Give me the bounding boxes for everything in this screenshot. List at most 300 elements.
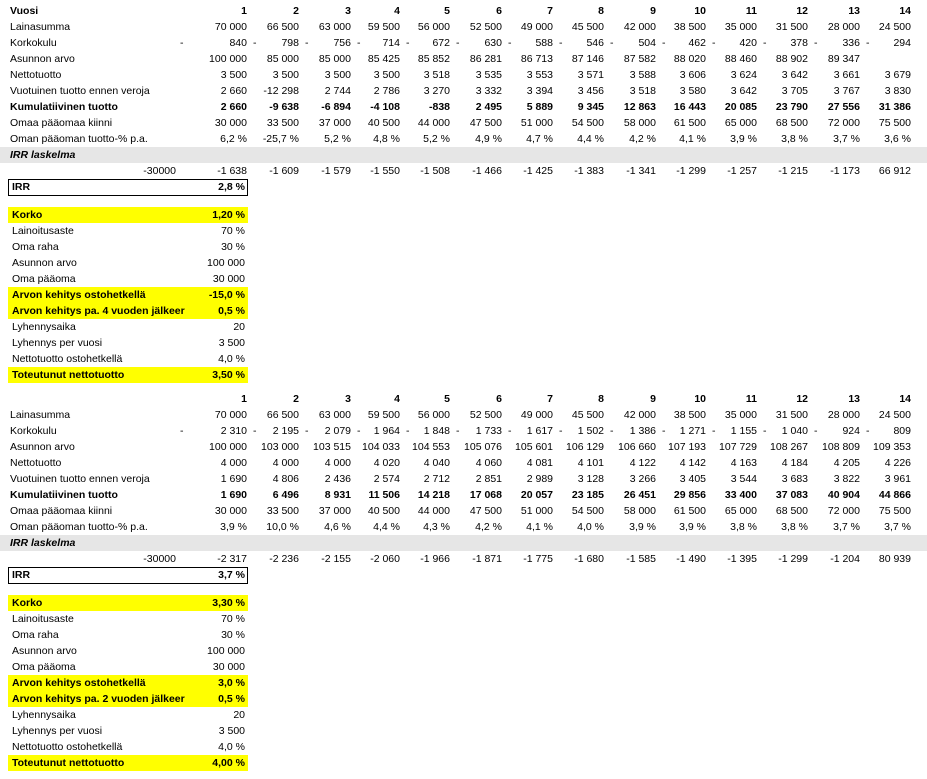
data-cell[interactable]: 714 <box>382 37 400 49</box>
data-cell[interactable]: 4,2 % <box>475 521 502 533</box>
parameter-value[interactable]: 0,5 % <box>218 693 245 705</box>
irr-cashflow-cell[interactable]: -1 425 <box>523 165 553 177</box>
data-cell[interactable]: 65 000 <box>724 117 757 129</box>
column-header[interactable]: 4 <box>394 5 400 17</box>
data-cell[interactable]: 85 000 <box>266 53 299 65</box>
negative-sign[interactable]: - <box>305 37 309 49</box>
data-cell[interactable]: 462 <box>688 37 706 49</box>
data-cell[interactable]: 3 606 <box>679 69 706 81</box>
row-label[interactable]: Lainasumma <box>10 21 71 33</box>
negative-sign[interactable]: - <box>866 37 870 49</box>
data-cell[interactable]: 27 556 <box>827 101 860 113</box>
negative-sign[interactable]: - <box>253 425 257 437</box>
data-cell[interactable]: 56 000 <box>417 21 450 33</box>
data-cell[interactable]: 3,8 % <box>730 521 757 533</box>
data-cell[interactable]: 24 500 <box>878 21 911 33</box>
data-cell[interactable]: 45 500 <box>571 21 604 33</box>
row-label[interactable]: Nettotuotto <box>10 457 62 469</box>
data-cell[interactable]: 54 500 <box>571 505 604 517</box>
irr-cashflow-cell[interactable]: -2 155 <box>321 553 351 565</box>
data-cell[interactable]: 4 184 <box>781 457 808 469</box>
row-label[interactable]: Oman pääoman tuotto-% p.a. <box>10 521 148 533</box>
negative-sign[interactable]: - <box>662 425 666 437</box>
data-cell[interactable]: 58 000 <box>623 117 656 129</box>
data-cell[interactable]: 31 500 <box>775 409 808 421</box>
data-cell[interactable]: 30 000 <box>214 117 247 129</box>
data-cell[interactable]: 756 <box>333 37 351 49</box>
data-cell[interactable]: 1 733 <box>475 425 502 437</box>
data-cell[interactable]: 47 500 <box>469 117 502 129</box>
data-cell[interactable]: 86 281 <box>469 53 502 65</box>
data-cell[interactable]: 1 271 <box>679 425 706 437</box>
data-cell[interactable]: -12 298 <box>263 85 299 97</box>
data-cell[interactable]: 1 690 <box>220 489 247 501</box>
data-cell[interactable]: 4 081 <box>526 457 553 469</box>
data-cell[interactable]: 2 851 <box>475 473 502 485</box>
data-cell[interactable]: 56 000 <box>417 409 450 421</box>
row-label[interactable]: Omaa pääomaa kiinni <box>10 505 113 517</box>
data-cell[interactable]: 3 266 <box>629 473 656 485</box>
data-cell[interactable]: 3 580 <box>679 85 706 97</box>
row-label[interactable]: Kumulatiivinen tuotto <box>10 489 118 501</box>
data-cell[interactable]: 3 553 <box>526 69 553 81</box>
data-cell[interactable]: 3 518 <box>629 85 656 97</box>
data-cell[interactable]: 104 553 <box>412 441 450 453</box>
data-cell[interactable]: 4 060 <box>475 457 502 469</box>
irr-cashflow-cell[interactable]: -1 257 <box>727 165 757 177</box>
negative-sign[interactable]: - <box>712 37 716 49</box>
data-cell[interactable]: 3 642 <box>730 85 757 97</box>
data-cell[interactable]: 86 713 <box>520 53 553 65</box>
column-header[interactable]: 12 <box>796 393 808 405</box>
data-cell[interactable]: 75 500 <box>878 117 911 129</box>
data-cell[interactable]: 44 866 <box>878 489 911 501</box>
irr-section-title[interactable]: IRR laskelma <box>10 537 76 549</box>
column-header[interactable]: 14 <box>899 5 911 17</box>
data-cell[interactable]: -25,7 % <box>262 133 299 145</box>
irr-value[interactable]: 2,8 % <box>218 181 245 193</box>
parameter-label[interactable]: Korko <box>12 597 43 609</box>
data-cell[interactable]: 103 000 <box>261 441 299 453</box>
data-cell[interactable]: 3 394 <box>526 85 553 97</box>
data-cell[interactable]: 2 310 <box>220 425 247 437</box>
data-cell[interactable]: 33 400 <box>724 489 757 501</box>
parameter-value[interactable]: 20 <box>233 321 245 333</box>
row-label[interactable]: Kumulatiivinen tuotto <box>10 101 118 113</box>
parameter-value[interactable]: -15,0 % <box>208 289 245 301</box>
data-cell[interactable]: -4 108 <box>370 101 400 113</box>
header-label[interactable]: Vuosi <box>10 5 39 17</box>
data-cell[interactable]: 108 809 <box>822 441 860 453</box>
parameter-value[interactable]: 30 % <box>221 629 245 641</box>
data-cell[interactable]: 52 500 <box>469 21 502 33</box>
irr-cashflow-cell[interactable]: -1 215 <box>778 165 808 177</box>
data-cell[interactable]: 37 000 <box>318 117 351 129</box>
data-cell[interactable]: 546 <box>586 37 604 49</box>
data-cell[interactable]: 3 822 <box>833 473 860 485</box>
data-cell[interactable]: 58 000 <box>623 505 656 517</box>
data-cell[interactable]: 24 500 <box>878 409 911 421</box>
data-cell[interactable]: 504 <box>638 37 656 49</box>
parameter-label[interactable]: Oma raha <box>12 629 59 641</box>
parameter-label[interactable]: Oma raha <box>12 241 59 253</box>
data-cell[interactable]: 3 456 <box>577 85 604 97</box>
data-cell[interactable]: 26 451 <box>623 489 656 501</box>
data-cell[interactable]: 42 000 <box>623 409 656 421</box>
data-cell[interactable]: 49 000 <box>520 21 553 33</box>
parameter-value[interactable]: 1,20 % <box>212 209 245 221</box>
data-cell[interactable]: 3 830 <box>884 85 911 97</box>
parameter-label[interactable]: Arvon kehitys ostohetkellä <box>12 677 146 689</box>
data-cell[interactable]: 2 744 <box>324 85 351 97</box>
data-cell[interactable]: 20 057 <box>520 489 553 501</box>
data-cell[interactable]: 4 101 <box>577 457 604 469</box>
data-cell[interactable]: 4,9 % <box>475 133 502 145</box>
data-cell[interactable]: 70 000 <box>214 21 247 33</box>
column-header[interactable]: 5 <box>444 5 450 17</box>
data-cell[interactable]: 12 863 <box>623 101 656 113</box>
parameter-value[interactable]: 70 % <box>221 225 245 237</box>
data-cell[interactable]: 54 500 <box>571 117 604 129</box>
column-header[interactable]: 1 <box>241 393 247 405</box>
data-cell[interactable]: 3,7 % <box>884 521 911 533</box>
data-cell[interactable]: 4,1 % <box>679 133 706 145</box>
data-cell[interactable]: 105 601 <box>515 441 553 453</box>
data-cell[interactable]: 336 <box>842 37 860 49</box>
data-cell[interactable]: 3 270 <box>423 85 450 97</box>
column-header[interactable]: 6 <box>496 5 502 17</box>
irr-cashflow-cell[interactable]: -1 466 <box>472 165 502 177</box>
data-cell[interactable]: 5,2 % <box>423 133 450 145</box>
negative-sign[interactable]: - <box>763 425 767 437</box>
data-cell[interactable]: 8 931 <box>324 489 351 501</box>
data-cell[interactable]: 66 500 <box>266 409 299 421</box>
row-label[interactable]: Omaa pääomaa kiinni <box>10 117 113 129</box>
row-label[interactable]: Asunnon arvo <box>10 53 75 65</box>
data-cell[interactable]: 2 660 <box>220 101 247 113</box>
data-cell[interactable]: 29 856 <box>673 489 706 501</box>
irr-cashflow-cell[interactable]: -1 966 <box>420 553 450 565</box>
data-cell[interactable]: 3 500 <box>272 69 299 81</box>
data-cell[interactable]: 31 386 <box>878 101 911 113</box>
data-cell[interactable]: 3,7 % <box>833 521 860 533</box>
column-header[interactable]: 2 <box>293 393 299 405</box>
irr-section-title[interactable]: IRR laskelma <box>10 149 76 161</box>
data-cell[interactable]: 3 642 <box>781 69 808 81</box>
data-cell[interactable]: 107 729 <box>719 441 757 453</box>
negative-sign[interactable]: - <box>559 425 563 437</box>
parameter-value[interactable]: 3 500 <box>218 725 245 737</box>
parameter-value[interactable]: 0,5 % <box>218 305 245 317</box>
parameter-value[interactable]: 3 500 <box>218 337 245 349</box>
data-cell[interactable]: 40 500 <box>367 117 400 129</box>
negative-sign[interactable]: - <box>508 37 512 49</box>
data-cell[interactable]: 672 <box>432 37 450 49</box>
data-cell[interactable]: 11 506 <box>368 489 400 501</box>
data-cell[interactable]: 3 500 <box>373 69 400 81</box>
data-cell[interactable]: 107 193 <box>668 441 706 453</box>
column-header[interactable]: 12 <box>796 5 808 17</box>
data-cell[interactable]: 630 <box>484 37 502 49</box>
data-cell[interactable]: 924 <box>842 425 860 437</box>
data-cell[interactable]: 40 500 <box>367 505 400 517</box>
data-cell[interactable]: 3,9 % <box>220 521 247 533</box>
data-cell[interactable]: 4,7 % <box>526 133 553 145</box>
data-cell[interactable]: 6 496 <box>272 489 299 501</box>
parameter-label[interactable]: Lainoitusaste <box>12 225 74 237</box>
negative-sign[interactable]: - <box>406 425 410 437</box>
irr-cashflow-cell[interactable]: -1 579 <box>321 165 351 177</box>
data-cell[interactable]: 3,9 % <box>629 521 656 533</box>
irr-cashflow-cell[interactable]: -1 299 <box>778 553 808 565</box>
irr-initial[interactable]: -30000 <box>143 553 176 565</box>
data-cell[interactable]: 103 515 <box>313 441 351 453</box>
data-cell[interactable]: 20 085 <box>724 101 757 113</box>
data-cell[interactable]: 31 500 <box>775 21 808 33</box>
data-cell[interactable]: 30 000 <box>214 505 247 517</box>
negative-sign[interactable]: - <box>610 37 614 49</box>
data-cell[interactable]: 63 000 <box>318 409 351 421</box>
data-cell[interactable]: 6,2 % <box>220 133 247 145</box>
data-cell[interactable]: 3 500 <box>324 69 351 81</box>
parameter-value[interactable]: 70 % <box>221 613 245 625</box>
data-cell[interactable]: 4 000 <box>324 457 351 469</box>
data-cell[interactable]: 61 500 <box>673 117 706 129</box>
data-cell[interactable]: 2 436 <box>324 473 351 485</box>
negative-sign[interactable]: - <box>662 37 666 49</box>
column-header[interactable]: 13 <box>848 393 860 405</box>
data-cell[interactable]: 378 <box>790 37 808 49</box>
data-cell[interactable]: 106 660 <box>618 441 656 453</box>
column-header[interactable]: 13 <box>848 5 860 17</box>
irr-cashflow-cell[interactable]: -1 508 <box>420 165 450 177</box>
irr-cashflow-cell[interactable]: -2 060 <box>370 553 400 565</box>
data-cell[interactable]: 3 679 <box>884 69 911 81</box>
data-cell[interactable]: 4,0 % <box>577 521 604 533</box>
column-header[interactable]: 4 <box>394 393 400 405</box>
data-cell[interactable]: 35 000 <box>724 21 757 33</box>
data-cell[interactable]: 2 574 <box>373 473 400 485</box>
parameter-label[interactable]: Oma pääoma <box>12 273 76 285</box>
data-cell[interactable]: 100 000 <box>209 441 247 453</box>
data-cell[interactable]: 88 020 <box>673 53 706 65</box>
data-cell[interactable]: 1 502 <box>577 425 604 437</box>
parameter-value[interactable]: 3,30 % <box>212 597 245 609</box>
data-cell[interactable]: 63 000 <box>318 21 351 33</box>
data-cell[interactable]: 88 902 <box>775 53 808 65</box>
data-cell[interactable]: 3 961 <box>884 473 911 485</box>
parameter-label[interactable]: Lainoitusaste <box>12 613 74 625</box>
data-cell[interactable]: 87 146 <box>571 53 604 65</box>
parameter-label[interactable]: Asunnon arvo <box>12 645 77 657</box>
data-cell[interactable]: 33 500 <box>266 117 299 129</box>
data-cell[interactable]: 5,2 % <box>324 133 351 145</box>
data-cell[interactable]: 51 000 <box>520 117 553 129</box>
irr-value[interactable]: 3,7 % <box>218 569 245 581</box>
data-cell[interactable]: 3 571 <box>577 69 604 81</box>
negative-sign[interactable]: - <box>456 37 460 49</box>
data-cell[interactable]: 3,9 % <box>679 521 706 533</box>
data-cell[interactable]: 4,3 % <box>423 521 450 533</box>
negative-sign[interactable]: - <box>866 425 870 437</box>
irr-cashflow-cell[interactable]: 80 939 <box>878 553 911 565</box>
data-cell[interactable]: 37 083 <box>775 489 808 501</box>
negative-sign[interactable]: - <box>763 37 767 49</box>
negative-sign[interactable]: - <box>456 425 460 437</box>
column-header[interactable]: 8 <box>598 393 604 405</box>
parameter-label[interactable]: Lyhennysaika <box>12 709 76 721</box>
row-label[interactable]: Korkokulu <box>10 37 57 49</box>
data-cell[interactable]: 3 405 <box>679 473 706 485</box>
irr-cashflow-cell[interactable]: -1 341 <box>626 165 656 177</box>
data-cell[interactable]: 28 000 <box>827 409 860 421</box>
data-cell[interactable]: 16 443 <box>673 101 706 113</box>
data-cell[interactable]: 3,9 % <box>730 133 757 145</box>
irr-cashflow-cell[interactable]: -1 395 <box>727 553 757 565</box>
data-cell[interactable]: 44 000 <box>417 505 450 517</box>
data-cell[interactable]: 85 852 <box>417 53 450 65</box>
column-header[interactable]: 2 <box>293 5 299 17</box>
row-label[interactable]: Korkokulu <box>10 425 57 437</box>
parameter-label[interactable]: Nettotuotto ostohetkellä <box>12 741 123 753</box>
data-cell[interactable]: 420 <box>739 37 757 49</box>
data-cell[interactable]: 3 705 <box>781 85 808 97</box>
data-cell[interactable]: 4 163 <box>730 457 757 469</box>
irr-cashflow-cell[interactable]: -2 317 <box>217 553 247 565</box>
data-cell[interactable]: 4 122 <box>629 457 656 469</box>
column-header[interactable]: 1 <box>241 5 247 17</box>
data-cell[interactable]: 4 226 <box>884 457 911 469</box>
data-cell[interactable]: 33 500 <box>266 505 299 517</box>
data-cell[interactable]: 23 185 <box>571 489 604 501</box>
data-cell[interactable]: 105 076 <box>464 441 502 453</box>
data-cell[interactable]: 4 000 <box>272 457 299 469</box>
data-cell[interactable]: 4,8 % <box>373 133 400 145</box>
irr-cashflow-cell[interactable]: -1 609 <box>269 165 299 177</box>
data-cell[interactable]: 3 544 <box>730 473 757 485</box>
data-cell[interactable]: 4,1 % <box>526 521 553 533</box>
data-cell[interactable]: 59 500 <box>367 21 400 33</box>
parameter-label[interactable]: Oma pääoma <box>12 661 76 673</box>
data-cell[interactable]: 4 020 <box>373 457 400 469</box>
data-cell[interactable]: 17 068 <box>469 489 502 501</box>
data-cell[interactable]: 3 128 <box>577 473 604 485</box>
row-label[interactable]: Oman pääoman tuotto-% p.a. <box>10 133 148 145</box>
column-header[interactable]: 11 <box>745 5 757 17</box>
irr-initial[interactable]: -30000 <box>143 165 176 177</box>
data-cell[interactable]: 28 000 <box>827 21 860 33</box>
column-header[interactable]: 9 <box>650 393 656 405</box>
data-cell[interactable]: 66 500 <box>266 21 299 33</box>
irr-label[interactable]: IRR <box>12 181 31 193</box>
parameter-label[interactable]: Lyhennys per vuosi <box>12 337 103 349</box>
irr-cashflow-cell[interactable]: -1 383 <box>574 165 604 177</box>
data-cell[interactable]: 47 500 <box>469 505 502 517</box>
data-cell[interactable]: 70 000 <box>214 409 247 421</box>
data-cell[interactable]: 109 353 <box>873 441 911 453</box>
parameter-value[interactable]: 4,00 % <box>212 757 245 769</box>
data-cell[interactable]: 4 142 <box>679 457 706 469</box>
irr-cashflow-cell[interactable]: -1 299 <box>676 165 706 177</box>
data-cell[interactable]: 2 495 <box>475 101 502 113</box>
data-cell[interactable]: 1 964 <box>373 425 400 437</box>
irr-cashflow-cell[interactable]: 66 912 <box>878 165 911 177</box>
parameter-label[interactable]: Arvon kehitys pa. 2 vuoden jälkeer <box>12 693 185 705</box>
row-label[interactable]: Lainasumma <box>10 409 71 421</box>
data-cell[interactable]: 45 500 <box>571 409 604 421</box>
negative-sign[interactable]: - <box>253 37 257 49</box>
data-cell[interactable]: 3 535 <box>475 69 502 81</box>
data-cell[interactable]: 1 155 <box>730 425 757 437</box>
irr-cashflow-cell[interactable]: -1 550 <box>370 165 400 177</box>
row-label[interactable]: Nettotuotto <box>10 69 62 81</box>
data-cell[interactable]: 38 500 <box>673 21 706 33</box>
negative-sign[interactable]: - <box>406 37 410 49</box>
data-cell[interactable]: 23 790 <box>775 101 808 113</box>
parameter-label[interactable]: Toteutunut nettotuotto <box>12 369 125 381</box>
data-cell[interactable]: 72 000 <box>827 117 860 129</box>
parameter-value[interactable]: 100 000 <box>207 257 245 269</box>
data-cell[interactable]: 3 588 <box>629 69 656 81</box>
data-cell[interactable]: 59 500 <box>367 409 400 421</box>
data-cell[interactable]: 3,6 % <box>884 133 911 145</box>
irr-cashflow-cell[interactable]: -1 204 <box>830 553 860 565</box>
data-cell[interactable]: 61 500 <box>673 505 706 517</box>
data-cell[interactable]: 9 345 <box>577 101 604 113</box>
data-cell[interactable]: 87 582 <box>623 53 656 65</box>
data-cell[interactable]: 840 <box>229 37 247 49</box>
column-header[interactable]: 3 <box>345 393 351 405</box>
parameter-value[interactable]: 4,0 % <box>218 353 245 365</box>
data-cell[interactable]: 49 000 <box>520 409 553 421</box>
data-cell[interactable]: 3 332 <box>475 85 502 97</box>
data-cell[interactable]: 1 848 <box>423 425 450 437</box>
irr-cashflow-cell[interactable]: -2 236 <box>269 553 299 565</box>
data-cell[interactable]: 4,2 % <box>629 133 656 145</box>
data-cell[interactable]: 2 786 <box>373 85 400 97</box>
irr-label[interactable]: IRR <box>12 569 31 581</box>
data-cell[interactable]: 588 <box>535 37 553 49</box>
column-header[interactable]: 14 <box>899 393 911 405</box>
row-label[interactable]: Vuotuinen tuotto ennen veroja <box>10 85 150 97</box>
data-cell[interactable]: 72 000 <box>827 505 860 517</box>
data-cell[interactable]: 3 767 <box>833 85 860 97</box>
data-cell[interactable]: -9 638 <box>269 101 299 113</box>
data-cell[interactable]: 3,8 % <box>781 521 808 533</box>
data-cell[interactable]: 38 500 <box>673 409 706 421</box>
data-cell[interactable]: 4 040 <box>423 457 450 469</box>
parameter-value[interactable]: 4,0 % <box>218 741 245 753</box>
negative-sign[interactable]: - <box>610 425 614 437</box>
data-cell[interactable]: 68 500 <box>775 505 808 517</box>
data-cell[interactable]: 88 460 <box>724 53 757 65</box>
data-cell[interactable]: 294 <box>893 37 911 49</box>
parameter-label[interactable]: Lyhennysaika <box>12 321 76 333</box>
data-cell[interactable]: 37 000 <box>318 505 351 517</box>
column-header[interactable]: 8 <box>598 5 604 17</box>
data-cell[interactable]: 2 712 <box>423 473 450 485</box>
data-cell[interactable]: 4,4 % <box>577 133 604 145</box>
data-cell[interactable]: 1 617 <box>526 425 553 437</box>
negative-sign[interactable]: - <box>305 425 309 437</box>
data-cell[interactable]: 1 040 <box>781 425 808 437</box>
negative-sign[interactable]: - <box>357 425 361 437</box>
data-cell[interactable]: 3 624 <box>730 69 757 81</box>
parameter-value[interactable]: 3,50 % <box>212 369 245 381</box>
parameter-label[interactable]: Korko <box>12 209 43 221</box>
parameter-value[interactable]: 3,0 % <box>218 677 245 689</box>
column-header[interactable]: 3 <box>345 5 351 17</box>
